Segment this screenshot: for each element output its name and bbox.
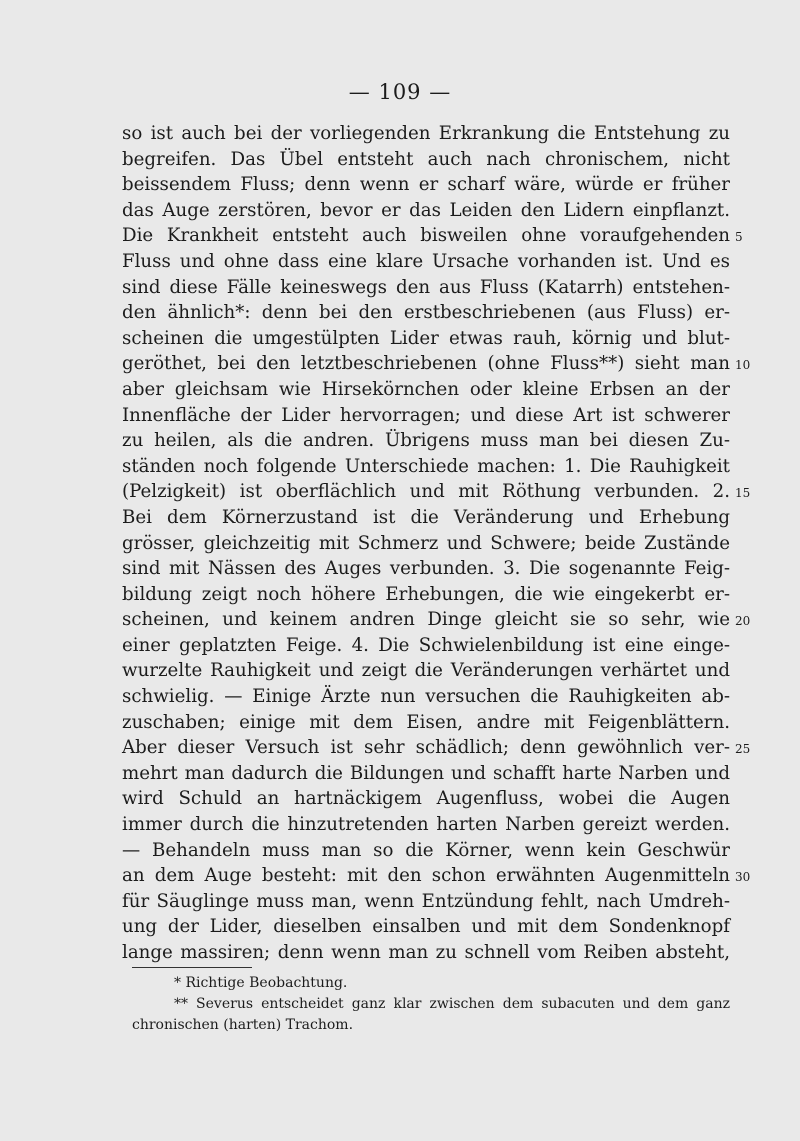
line-number: 30 [735, 870, 751, 885]
text-line: ständen noch folgende Unterschiede machen: 1. Die Rauhigkeit [122, 455, 730, 477]
footnote-2: ** Severus entscheidet ganz klar zwischen dem subacuten und dem ganz chronischen (harten) Trachom. [132, 996, 730, 1033]
line-number: 5 [735, 230, 743, 245]
text-line: beissendem Fluss; denn wenn er scharf wäre, würde er früher [122, 174, 730, 196]
text-line: einer geplatzten Feige. 4. Die Schwielenbildung ist eine einge- [122, 634, 730, 656]
line-number: 25 [735, 742, 751, 757]
text-line: — Behandeln muss man so die Körner, wenn kein Geschwür [122, 839, 730, 861]
text-line: Die Krankheit entsteht auch bisweilen ohne voraufgehenden 5 [122, 223, 730, 249]
footnote-1: * Richtige Beobachtung. [174, 975, 348, 991]
text-line: Bei dem Körnerzustand ist die Veränderung und Erhebung [122, 506, 730, 528]
text-line: begreifen. Das Übel entsteht auch nach chronischem, nicht [122, 148, 730, 170]
text-line: an dem Auge besteht: mit den schon erwähnten Augenmitteln 30 [122, 863, 730, 889]
text-line: bildung zeigt noch höhere Erhebungen, die wie eingekerbt er- [122, 583, 730, 605]
text-line: ung der Lider, dieselben einsalben und mit dem Sondenknopf [122, 916, 730, 938]
text-line: sind mit Nässen des Auges verbunden. 3. Die sogenannte Feig- [122, 558, 730, 580]
text-line: für Säuglinge muss man, wenn Entzündung fehlt, nach Umdreh- [122, 890, 730, 912]
line-number: 10 [735, 358, 751, 373]
text-line: wurzelte Rauhigkeit und zeigt die Veränderungen verhärtet und [122, 660, 730, 682]
text-line: immer durch die hinzutretenden harten Narben gereizt werden. [122, 814, 730, 836]
text-line: Aber dieser Versuch ist sehr schädlich; denn gewöhnlich ver- 25 [122, 735, 730, 761]
footnotes [132, 973, 730, 1036]
text-line: sind diese Fälle keineswegs den aus Fluss (Katarrh) entstehen- [122, 276, 730, 298]
text-line: mehrt man dadurch die Bildungen und schafft harte Narben und [122, 762, 730, 784]
text-line: Innenfläche der Lider hervorragen; und diese Art ist schwerer [122, 404, 730, 426]
text-line: scheinen, und keinem andren Dinge gleicht sie so sehr, wie 20 [122, 607, 730, 633]
text-line: den ähnlich*: denn bei den erstbeschriebenen (aus Fluss) er- [122, 302, 730, 324]
text-line: scheinen die umgestülpten Lider etwas rauh, körnig und blut- [122, 327, 730, 349]
text-line: lange massiren; denn wenn man zu schnell vom Reiben absteht, [122, 942, 730, 963]
text-line: schwielig. — Einige Ärzte nun versuchen die Rauhigkeiten ab- [122, 686, 730, 708]
page-number: — 109 — [348, 80, 452, 104]
line-number: 15 [735, 486, 751, 501]
text-line: grösser, gleichzeitig mit Schmerz und Schwere; beide Zustände [122, 532, 730, 554]
text-line: (Pelzigkeit) ist oberflächlich und mit Röthung verbunden. 2. 15 [122, 479, 730, 505]
text-line: zu heilen, als die andren. Übrigens muss man bei diesen Zu- [122, 430, 730, 452]
text-line: wird Schuld an hartnäckigem Augenfluss, wobei die Augen [122, 788, 730, 810]
text-line: das Auge zerstören, bevor er das Leiden den Lidern einpflanzt. [122, 199, 730, 221]
text-line: zuschaben; einige mit dem Eisen, andre mit Feigenblättern. [122, 711, 730, 733]
text-line: geröthet, bei den letztbeschriebenen (ohne Fluss**) sieht man 10 [122, 351, 730, 377]
line-number: 20 [735, 614, 751, 629]
text-line: so ist auch bei der vorliegenden Erkrankung die Entstehung zu [122, 123, 730, 144]
text-line: aber gleichsam wie Hirsekörnchen oder kleine Erbsen an der [122, 378, 730, 400]
footnote-rule [132, 967, 252, 968]
text-line: Fluss und ohne dass eine klare Ursache vorhanden ist. Und es [122, 250, 730, 272]
main-text [122, 121, 751, 966]
